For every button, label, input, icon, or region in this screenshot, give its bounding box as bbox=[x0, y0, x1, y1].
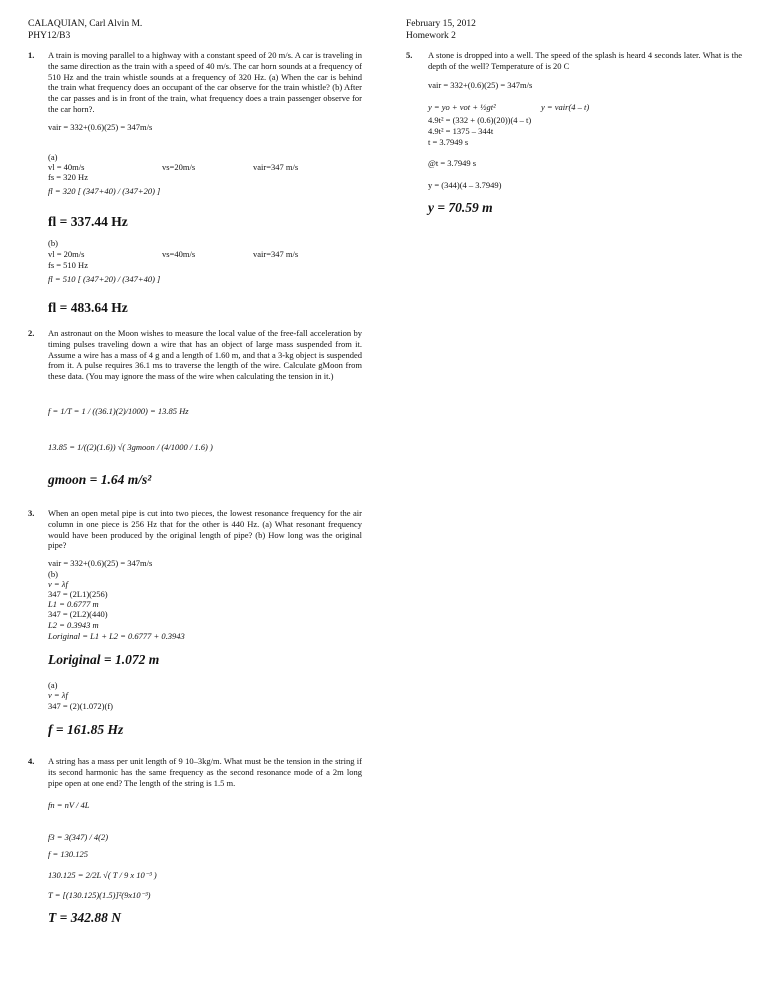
problem-1-text: A train is moving parallel to a highway with a constant speed of 20 m/s. A car is traveling in the same direction as the train with a speed of 40 m/s. The car horn sounds at a frequency of 510 Hz and the train whistle sounds at a frequency of 320 Hz. (a) When the car is behind the train what frequency does an occupant of the car observe for the train whistle? (b) After the car passes and is in front of the train, what frequency does a train passenger observe for the car horn?. bbox=[48, 50, 362, 114]
problem-5-number: 5. bbox=[406, 50, 413, 60]
p4-eq2: f3 = 3(347) / 4(2) bbox=[48, 832, 109, 842]
p3-b-line-1: (b) bbox=[48, 569, 58, 579]
p3-a-line-0: (a) bbox=[48, 680, 58, 690]
homework-title: Homework 2 bbox=[406, 31, 456, 41]
p3-a-line-1: v = λf bbox=[48, 690, 68, 700]
p4-eq4: 130.125 = 2/2L √( T / 9 x 10⁻³ ) bbox=[48, 870, 157, 880]
p4-result: T = 342.88 N bbox=[48, 910, 121, 925]
p5-eq4: t = 3.7949 s bbox=[428, 137, 469, 147]
problem-2-text: An astronaut on the Moon wishes to measure the local value of the free-fall acceleration by timing pulses traveling down a wire that has an object of large mass suspended from it. Assume a wire has a mass of 4 g and a length of 1.60 m, and that a 3-kg object is suspended from it. A pulse requires 36.1 ms to traverse the length of the wire. Calculate gMoon from these data. (You may ignore the mass of the wire when calculating the tension in it.) bbox=[48, 328, 362, 382]
p5-eq6: y = (344)(4 – 3.7949) bbox=[428, 180, 502, 190]
p1-b-fs: fs = 510 Hz bbox=[48, 260, 88, 270]
p1-b-formula: fl = 510 [ (347+20) / (347+40) ] bbox=[48, 274, 161, 284]
p1-b-vair: vair=347 m/s bbox=[253, 249, 299, 259]
p3-a-line-2: 347 = (2)(1.072)(f) bbox=[48, 701, 113, 711]
problem-1-number: 1. bbox=[28, 50, 35, 60]
p1-a-fs: fs = 320 Hz bbox=[48, 172, 88, 182]
p1-b-result: fl = 483.64 Hz bbox=[48, 300, 128, 315]
p1-a-vs: vs=20m/s bbox=[162, 162, 196, 172]
p1-b-label: (b) bbox=[48, 238, 58, 248]
p3-b-line-3: 347 = (2L1)(256) bbox=[48, 589, 108, 599]
p3-b-line-5: 347 = (2L2)(440) bbox=[48, 609, 108, 619]
p3-b-line-0: vair = 332+(0.6)(25) = 347m/s bbox=[48, 558, 153, 568]
problem-5-text: A stone is dropped into a well. The speed of the splash is heard 4 seconds later. What is the depth of the well? Temperature of is 20 C bbox=[428, 50, 742, 71]
p5-eq2: 4.9t² = (332 + (0.6)(20))(4 – t) bbox=[428, 115, 532, 125]
p1-a-vair: vair=347 m/s bbox=[253, 162, 299, 172]
p3-b-result: Loriginal = 1.072 m bbox=[48, 652, 160, 667]
p5-result: y = 70.59 m bbox=[428, 200, 493, 215]
p3-b-line-4: L1 = 0.6777 m bbox=[48, 599, 99, 609]
p1-b-vs: vs=40m/s bbox=[162, 249, 196, 259]
p1-a-result: fl = 337.44 Hz bbox=[48, 214, 128, 229]
problem-2-number: 2. bbox=[28, 328, 35, 338]
problem-3-text: When an open metal pipe is cut into two pieces, the lowest resonance frequency for the air column in one piece is 256 Hz that for the other is 440 Hz. (a) What resonant frequency would have been produced by the original length of pipe? (b) How long was the original pipe? bbox=[48, 508, 362, 551]
p5-eq1b: y = vair(4 – t) bbox=[541, 102, 590, 112]
p4-eq1: fn = nV / 4L bbox=[48, 800, 90, 810]
p2-eq1: f = 1/T = 1 / ((36.1)(2)/1000) = 13.85 Hz bbox=[48, 406, 189, 416]
p3-a-result: f = 161.85 Hz bbox=[48, 722, 124, 737]
p3-b-line-2: v = λf bbox=[48, 579, 68, 589]
p1-a-formula: fl = 320 [ (347+40) / (347+20) ] bbox=[48, 186, 161, 196]
p1-a-vl: vl = 40m/s bbox=[48, 162, 85, 172]
problem-3-number: 3. bbox=[28, 508, 35, 518]
student-name: CALAQUIAN, Carl Alvin M. bbox=[28, 19, 143, 29]
p5-eq5: @t = 3.7949 s bbox=[428, 158, 477, 168]
p3-b-line-7: Loriginal = L1 + L2 = 0.6777 + 0.3943 bbox=[48, 631, 185, 641]
p1-a-label: (a) bbox=[48, 152, 58, 162]
p2-result: gmoon = 1.64 m/s² bbox=[48, 472, 152, 487]
p5-eq1a: y = yo + vot + ½gt² bbox=[428, 102, 496, 112]
p5-eq3: 4.9t² = 1375 – 344t bbox=[428, 126, 494, 136]
problem-4-number: 4. bbox=[28, 756, 35, 766]
problem-4-text: A string has a mass per unit length of 9 10–3kg/m. What must be the tension in the string if its second harmonic has the same frequency as the second resonance mode of a 2m long pipe open at one end? The length of the string is 1.5 m. bbox=[48, 756, 362, 788]
p4-eq3: f = 130.125 bbox=[48, 849, 88, 859]
course-section: PHY12/B3 bbox=[28, 31, 71, 41]
p1-vair: vair = 332+(0.6)(25) = 347m/s bbox=[48, 122, 153, 132]
p3-b-line-6: L2 = 0.3943 m bbox=[48, 620, 99, 630]
p2-eq2: 13.85 = 1/((2)(1.6)) √( 3gmoon / (4/1000 / 1.6) ) bbox=[48, 442, 213, 452]
p4-eq5: T = [(130.125)(1.5)]²(9x10⁻³) bbox=[48, 890, 151, 900]
p5-vair: vair = 332+(0.6)(25) = 347m/s bbox=[428, 80, 533, 90]
date: February 15, 2012 bbox=[406, 19, 476, 29]
p1-b-vl: vl = 20m/s bbox=[48, 249, 85, 259]
